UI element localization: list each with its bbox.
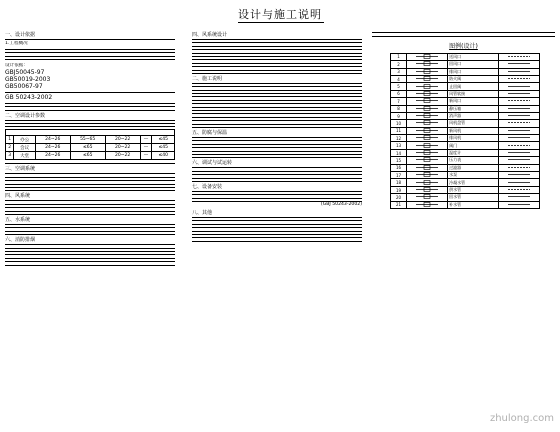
legend-row: 19 供水管 [391, 186, 540, 193]
legend-symbol-icon [407, 75, 448, 82]
legend-symbol-icon [407, 142, 448, 149]
column-3 [372, 30, 555, 209]
legend-symbol-icon [407, 186, 448, 193]
spec-1: GBJ50045-97 [5, 68, 45, 76]
legend-symbol-icon [499, 75, 540, 82]
legend-row: 3 排风口 [391, 68, 540, 75]
col2-section-3-heading: 五、防腐与保温 [192, 130, 362, 138]
legend-symbol-icon [499, 135, 540, 142]
spec-4: GB 50243-2002 [5, 93, 53, 101]
legend-symbol-icon [407, 149, 448, 156]
legend-row: 15 压力表 [391, 157, 540, 164]
legend-symbol-icon [407, 120, 448, 127]
spec-2: GB50019-2003 [5, 75, 51, 83]
legend-symbol-icon [407, 127, 448, 134]
section-6-heading: 六、消防排烟 [5, 237, 175, 245]
table-row: 1 办公 24~26 55~65 20~22 — ≤45 [6, 136, 175, 144]
legend-symbol-icon [407, 194, 448, 201]
legend-row: 17 水泵 [391, 172, 540, 179]
table-row: 3 大堂 24~26 ≤65 20~22 — ≤40 [6, 152, 175, 160]
legend-row: 18 冷凝水管 [391, 179, 540, 186]
legend-symbol-icon [499, 98, 540, 105]
legend-symbol-icon [407, 68, 448, 75]
legend-row: 20 回水管 [391, 194, 540, 201]
design-parameters-table [5, 129, 175, 160]
legend-symbol-icon [407, 90, 448, 97]
spec-3: GB50067-97 [5, 82, 43, 90]
legend-symbol-icon [407, 98, 448, 105]
legend-row: 7 新风口 [391, 98, 540, 105]
legend-row: 9 消声器 [391, 112, 540, 119]
legend-row: 6 风管软接 [391, 90, 540, 97]
legend-symbol-icon [499, 179, 540, 186]
legend-symbol-icon [407, 53, 448, 60]
legend-row: 5 止回阀 [391, 83, 540, 90]
legend-symbol-icon [407, 135, 448, 142]
legend-symbol-icon [499, 164, 540, 171]
section-3-heading: 三、空调系统 [5, 166, 175, 174]
legend-symbol-icon [499, 61, 540, 68]
legend-row: 8 静压箱 [391, 105, 540, 112]
legend-symbol-icon [407, 61, 448, 68]
legend-symbol-icon [407, 179, 448, 186]
legend-symbol-icon [407, 83, 448, 90]
legend-row: 11 新风机 [391, 127, 540, 134]
legend-row: 10 风机盘管 [391, 120, 540, 127]
legend-row: 2 回风口 [391, 61, 540, 68]
section-5-heading: 五、水系统 [5, 217, 175, 225]
table-row: 2 会议 24~26 ≤65 20~22 — ≤45 [6, 144, 175, 152]
col2-section-1-heading: 四、风系统设计 [192, 32, 362, 40]
legend-title: 图例(设计) [449, 42, 478, 50]
legend-row: 1 送风口 [391, 53, 540, 60]
legend-symbol-icon [407, 105, 448, 112]
legend-symbol-icon [499, 201, 540, 208]
legend-symbol-icon [407, 201, 448, 208]
column-1 [5, 30, 175, 266]
legend-symbol-icon [499, 186, 540, 193]
col2-section-4-heading: 六、调试与试运转 [192, 160, 362, 168]
legend-row: 12 排风机 [391, 135, 540, 142]
section-4-heading: 四、风系统 [5, 193, 175, 201]
specs-heading: 设计依据： [5, 63, 28, 69]
legend-symbol-icon [499, 90, 540, 97]
page-title: 设计与施工说明 [238, 8, 322, 21]
legend-symbol-icon [499, 172, 540, 179]
legend-symbol-icon [499, 149, 540, 156]
legend-symbol-icon [499, 105, 540, 112]
legend-symbol-icon [407, 164, 448, 171]
legend-row: 21 补水管 [391, 201, 540, 208]
legend-symbol-icon [407, 157, 448, 164]
legend-symbol-icon [499, 68, 540, 75]
legend-row: 16 过滤器 [391, 164, 540, 171]
section-1-sub: 1.工程概况 [5, 41, 28, 46]
legend-symbol-icon [499, 112, 540, 119]
legend-symbol-icon [407, 112, 448, 119]
col2-section-5-heading: 七、设备安装 [192, 184, 362, 192]
reference-standard: (GBJ 50243-2002) [320, 202, 362, 208]
legend-symbol-icon [499, 120, 540, 127]
title-underline [238, 22, 324, 23]
legend-symbol-icon [499, 157, 540, 164]
col2-section-2-heading: 二、施工说明 [192, 76, 362, 84]
column-2 [192, 30, 362, 242]
legend-row: 4 防火阀 [391, 75, 540, 82]
col2-section-6-heading: 八、其他 [192, 210, 362, 218]
section-2-heading: 二、空调设计参数 [5, 113, 175, 121]
section-1-heading: 一、设计依据 [5, 32, 175, 40]
legend-symbol-icon [499, 83, 540, 90]
legend-symbol-icon [407, 172, 448, 179]
legend-symbol-icon [499, 194, 540, 201]
legend-symbol-icon [499, 53, 540, 60]
legend-row: 14 温度计 [391, 149, 540, 156]
watermark: zhulong.com [489, 413, 554, 424]
legend-row: 13 阀门 [391, 142, 540, 149]
legend-table [390, 53, 540, 209]
legend-symbol-icon [499, 127, 540, 134]
legend-symbol-icon [499, 142, 540, 149]
